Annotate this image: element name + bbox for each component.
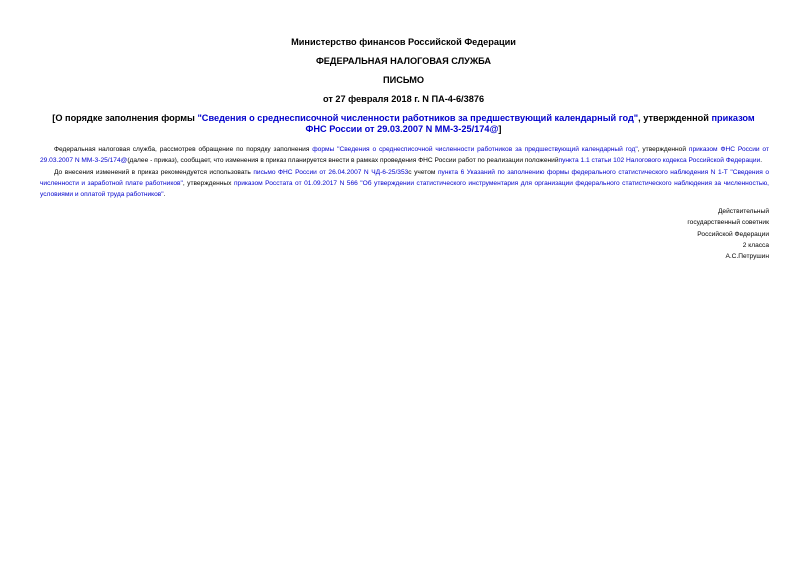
fns-letter-link[interactable]: письмо ФНС России от 26.04.2007 N ЧД-6-25/353 <box>253 168 409 176</box>
signature-block <box>687 206 769 262</box>
paragraph-1 <box>40 144 769 167</box>
tax-code-link[interactable]: пункта 1.1 статьи 102 Налогового кодекса Российской Федерации <box>558 157 761 165</box>
signature-line-2: государственный советник <box>687 219 769 227</box>
document-title <box>48 113 759 135</box>
paragraph-1-text-c: (далее - приказ), сообщает, что изменения в приказ планируется внести в рамках проведения ФНС России работ по реализации положений <box>127 157 559 165</box>
document-date-number: от 27 февраля 2018 г. N ПА-4-6/3876 <box>322 94 485 104</box>
signature-line-1: Действительный <box>717 208 769 215</box>
paragraph-2-text-d: . <box>163 191 166 199</box>
title-order-link[interactable]: приказом ФНС России от 29.03.2007 N ММ-3-25/174@ <box>305 113 755 134</box>
form-link[interactable]: формы "Сведения о среднесписочной численности работников за предшествующий календарный год" <box>312 146 638 153</box>
ministry-name: Министерство финансов Российской Федерации <box>291 37 516 47</box>
document-type: ПИСЬМО <box>382 75 425 85</box>
paragraph-1-text-d: . <box>760 157 763 165</box>
signature-line-4: 2 класса <box>742 241 769 249</box>
title-text-open: [О порядке заполнения формы <box>52 113 198 123</box>
instructions-link[interactable]: пункта 6 Указаний по заполнению формы федерального статистического наблюдения N 1-Т "Сведения о численности и заработной плате работников" <box>40 168 769 187</box>
paragraph-2-text-a: До внесения изменений в приказ рекомендуется использовать <box>54 168 254 176</box>
signature-line-3: Российской Федерации <box>697 230 769 238</box>
title-text-mid: , утвержденной <box>638 113 712 123</box>
signatory-name: А.С.Петрушин <box>725 253 769 261</box>
order-link[interactable]: приказом ФНС России от 29.03.2007 N ММ-3-25/174@ <box>40 146 769 165</box>
rosstat-order-link[interactable]: приказом Росстата от 01.09.2017 N 566 "Об утверждении статистического инструментария для организации федерального статистического наблюдения за численностью, условиями и оплатой труда работников" <box>40 179 769 199</box>
paragraph-2-text-c: , утвержденных <box>182 179 234 187</box>
title-form-link[interactable]: "Сведения о среднесписочной численности работников за предшествующий календарный год" <box>197 113 639 123</box>
document-body <box>40 144 769 200</box>
service-name: ФЕДЕРАЛЬНАЯ НАЛОГОВАЯ СЛУЖБА <box>315 56 492 66</box>
paragraph-2 <box>40 167 769 201</box>
paragraph-2-text-b: с учетом <box>408 168 438 176</box>
paragraph-1-text-a: Федеральная налоговая служба, рассмотрев обращение по порядку заполнения <box>54 146 313 153</box>
paragraph-1-text-b: , утвержденной <box>637 146 689 153</box>
title-text-close: ] <box>498 124 502 134</box>
